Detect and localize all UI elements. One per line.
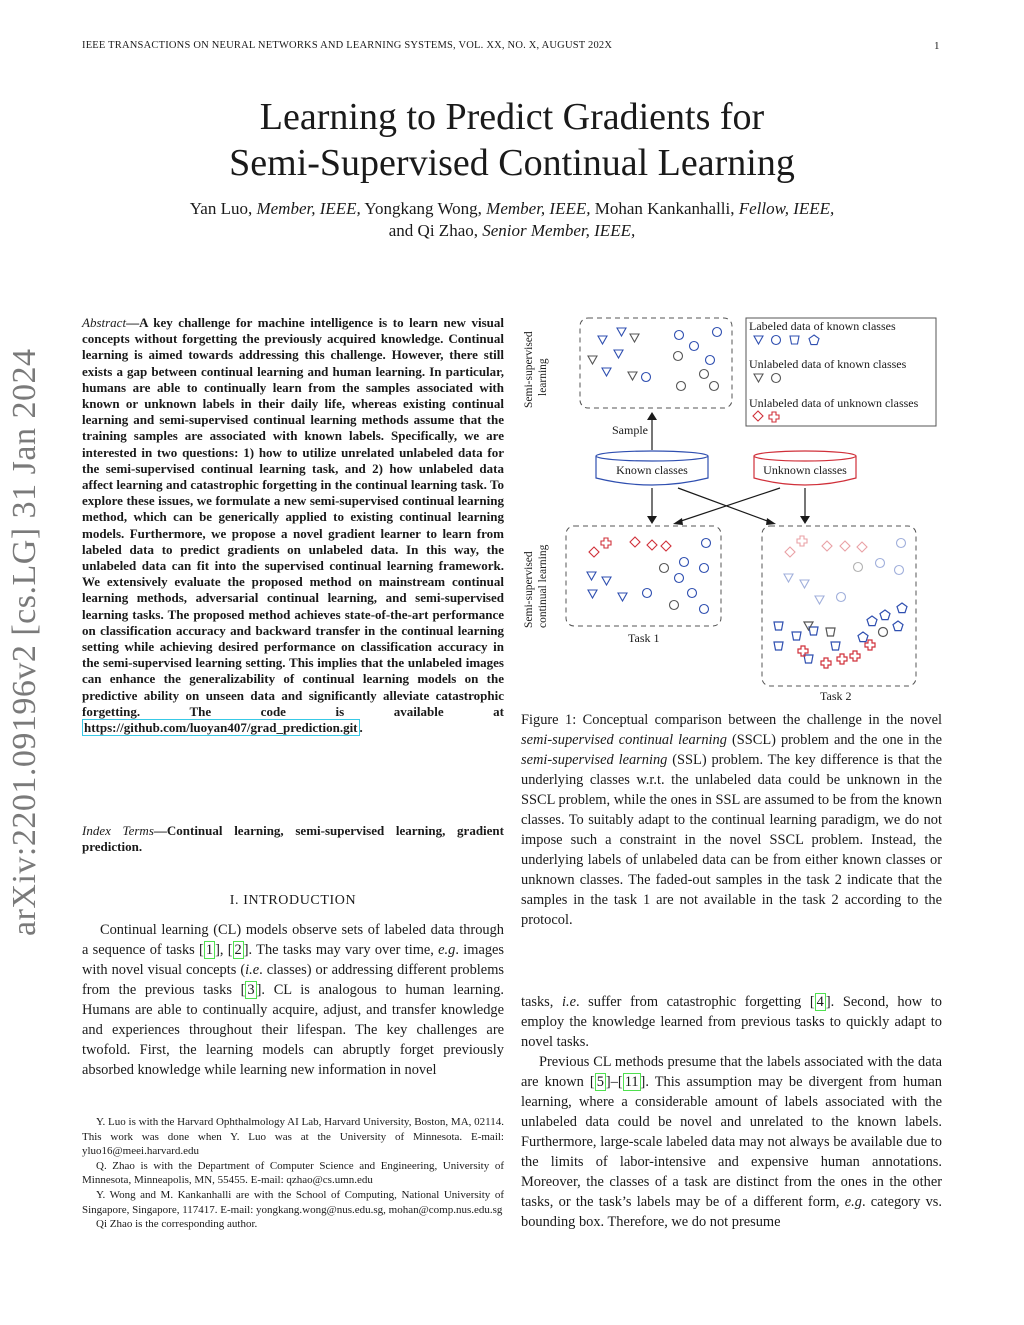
text-run: Figure 1: Conceptual comparison between the challenge in the novel: [521, 712, 942, 728]
text-run: i.e: [245, 962, 260, 978]
legend-unlabeled-markers: [754, 374, 781, 383]
circle-icon: [700, 370, 709, 379]
title-line-2: Semi-Supervised Continual Learning: [229, 142, 795, 184]
known-classes-cylinder: [596, 451, 708, 485]
circle-icon: [675, 574, 684, 583]
diamond-icon: [840, 541, 850, 551]
circle-icon: [879, 628, 888, 637]
abstract: [82, 315, 504, 736]
triangle-icon: [602, 577, 611, 585]
footnote: Y. Wong and M. Kankanhalli are with the School of Computing, National University of Singapore, Singapore, 117417. E-mail: yongkang.wong@nus.edu.sg, mohan@comp.nus.edu.sg: [82, 1188, 504, 1216]
text-run: . classes) or addressing different problems from the previous tasks [: [82, 962, 504, 998]
unknown-classes-label: Unknown classes: [763, 463, 847, 477]
text-run: semi-supervised continual learning: [521, 732, 727, 748]
task1-samples: [587, 537, 711, 614]
unknown-classes-cylinder: [754, 451, 856, 485]
task-arrows: [652, 488, 805, 522]
circle-icon: [772, 374, 781, 383]
circle-icon: [690, 342, 699, 351]
circle-icon: [710, 382, 719, 391]
trapezoid-icon: [826, 628, 835, 636]
circle-icon: [680, 558, 689, 567]
code-link[interactable]: https://github.com/luoyan407/grad_prediction.git: [84, 720, 358, 736]
triangle-icon: [784, 574, 793, 582]
triangle-icon: [815, 596, 824, 604]
abstract-end: .: [359, 720, 363, 736]
author-role: Senior Member, IEEE,: [482, 221, 636, 240]
circle-icon: [876, 559, 885, 568]
triangle-icon: [628, 372, 637, 380]
triangle-icon: [617, 328, 626, 336]
circle-icon: [706, 356, 715, 365]
circle-icon: [895, 566, 904, 575]
author-role: Fellow, IEEE,: [738, 199, 835, 218]
text-run: . suffer from catastrophic forgetting [: [575, 994, 815, 1010]
task2-faded-samples: [784, 536, 906, 604]
citation-link[interactable]: 5: [596, 1074, 604, 1090]
page-number: 1: [934, 40, 940, 52]
legend-unknown-markers: [753, 411, 779, 422]
diamond-icon: [753, 411, 763, 421]
index-terms-text: —Continual learning, semi-supervised learning, gradient prediction.: [82, 823, 504, 855]
author-name: and Qi Zhao,: [388, 221, 483, 240]
trapezoid-icon: [831, 642, 840, 650]
legend-unlabeled-unknown: Unlabeled data of unknown classes: [749, 396, 919, 410]
figure-caption: [521, 710, 942, 930]
legend-labeled-markers: [754, 335, 819, 345]
circle-icon: [713, 328, 722, 337]
trapezoid-icon: [792, 632, 801, 640]
text-run: i.e: [561, 994, 576, 1010]
text-run: e.g: [438, 942, 456, 958]
abstract-lead: Abstract: [82, 315, 127, 330]
diamond-icon: [857, 542, 867, 552]
text-run: ]. The tasks may vary over time,: [243, 942, 439, 958]
triangle-icon: [754, 336, 763, 344]
triangle-icon: [588, 590, 597, 598]
text-run: semi-supervised learning: [521, 752, 668, 768]
author-name: Yongkang Wong,: [360, 199, 487, 218]
circle-icon: [674, 352, 683, 361]
text-run: ]–[: [605, 1074, 623, 1090]
task2-label: Task 2: [820, 689, 852, 703]
author-role: Member, IEEE,: [256, 199, 361, 218]
index-terms-lead: Index Terms: [82, 823, 154, 838]
legend-labeled: Labeled data of known classes: [749, 319, 896, 333]
cross-icon: [797, 536, 807, 546]
arrowheads: [647, 516, 810, 525]
arrowhead-icon: [647, 412, 657, 420]
triangle-icon: [754, 374, 763, 382]
triangle-icon: [587, 572, 596, 580]
circle-icon: [700, 605, 709, 614]
citation-link[interactable]: 2: [234, 942, 242, 958]
text-run: . images with novel visual concepts (: [82, 942, 505, 978]
footnote: Y. Luo is with the Harvard Ophthalmology AI Lab, Harvard University, Boston, MA, 02114. This work was done when Y. Luo was at the University of Minnesota. E-mail: yluo16@meei.harvard.edu: [82, 1116, 504, 1158]
paper-title: [120, 94, 904, 186]
circle-icon: [688, 589, 697, 598]
index-terms: [82, 823, 504, 855]
task2-box: [762, 526, 916, 686]
triangle-icon: [602, 368, 611, 376]
trapezoid-icon: [774, 642, 783, 650]
task2-samples: [774, 603, 907, 668]
trapezoid-icon: [790, 336, 799, 344]
body-paragraph: [521, 1052, 942, 1232]
circle-icon: [677, 382, 686, 391]
ssl-label-line: Semi-supervised: [523, 331, 535, 408]
author-name: Yan Luo,: [189, 199, 257, 218]
circle-icon: [700, 564, 709, 573]
footnote: Q. Zhao is with the Department of Computer Science and Engineering, University of Minnesota, Minneapolis, MN, 55455. E-mail: qzhao@cs.umn.edu: [82, 1159, 504, 1187]
author-line-1: [120, 198, 904, 220]
text-run: . category vs. bounding box. Therefore, we do not presume: [521, 1194, 942, 1230]
section-heading: I. INTRODUCTION: [229, 893, 357, 908]
text-run: ]. This assumption may be divergent from human learning, where a considerable amount of labels associated with the unlabeled data could be novel and unrelated to the known labels. Furthermore, large-scale labeled data may not always be available due to the limits of labor-intensive and expensive human annotations. Moreover, the classes of a task are distinct from the ones in the other tasks, or the task’s labels may be of a different form,: [521, 1074, 942, 1210]
cross-icon: [850, 651, 860, 661]
text-run: (SSL) problem. The key difference is that the underlying classes w.r.t. the unlabeled data could be unknown in the SSCL problem, while the ones in SSL are assumed to be from the known classes. To suitably adapt to the continual learning paradigm, we do not impose such a constraint in the novel SSCL problem. Instead, the underlying labels of unlabeled data can be from either known classes or unknown classes. The faded-out samples in the task 2 indicate that the samples in the task 1 are not available in the task 2 according to the protocol.: [521, 752, 942, 928]
arxiv-stamp[interactable]: arXiv:2201.09196v2 [cs.LG] 31 Jan 2024: [6, 348, 43, 936]
sscl-label: [523, 544, 549, 628]
circle-icon: [702, 539, 711, 548]
triangle-icon: [598, 336, 607, 344]
cross-icon: [601, 538, 611, 548]
circle-icon: [642, 373, 651, 382]
trapezoid-icon: [809, 627, 818, 635]
circle-icon: [660, 564, 669, 573]
ssl-label-line: learning: [537, 358, 549, 396]
citation-link[interactable]: 1: [205, 942, 214, 958]
author-name: Mohan Kankanhalli,: [590, 199, 739, 218]
cross-icon: [821, 658, 831, 668]
cross-icon: [837, 654, 847, 664]
text-run: e.g: [844, 1194, 862, 1210]
circle-icon: [670, 601, 679, 610]
diamond-icon: [589, 547, 599, 557]
citation-link[interactable]: 3: [247, 982, 255, 998]
circle-icon: [854, 563, 863, 572]
triangle-icon: [800, 580, 809, 588]
triangle-icon: [618, 593, 627, 601]
known-classes-label: Known classes: [616, 463, 688, 477]
circle-icon: [643, 589, 652, 598]
text-run: (SSCL) problem and the one in the: [726, 732, 942, 748]
text-run: ]. CL is analogous to human learning. Humans are able to continually acquire, adjust, and transfer knowledge and experiences throughout their lifespan. The key challenges are twofold. First, the learning models can abruptly forget previously absorbed knowledge while learning new information in novel: [82, 982, 505, 1078]
pentagon-icon: [880, 610, 890, 620]
arrowhead-icon: [766, 518, 776, 525]
author-role: Member, IEEE,: [486, 199, 591, 218]
diamond-icon: [630, 537, 640, 547]
footnotes: [82, 1115, 504, 1232]
diamond-icon: [661, 541, 671, 551]
triangle-icon: [614, 350, 623, 358]
ssl-samples: [588, 328, 722, 391]
text-run: ], [: [215, 942, 233, 958]
triangle-icon: [588, 356, 597, 364]
figure-1: [518, 310, 942, 705]
text-run: ]. Second, how to employ the knowledge learned from previous tasks to quickly adapt to novel tasks.: [521, 994, 942, 1050]
legend-unlabeled-known: Unlabeled data of known classes: [749, 357, 907, 371]
arrowhead-icon: [673, 518, 683, 525]
circle-icon: [897, 539, 906, 548]
task1-label: Task 1: [628, 631, 660, 645]
intro-paragraph: [82, 920, 504, 1080]
ssl-label: [523, 328, 549, 408]
diamond-icon: [785, 547, 795, 557]
pentagon-icon: [893, 621, 903, 631]
arrowhead-icon: [800, 516, 810, 524]
body-paragraph: [521, 992, 942, 1052]
sscl-label-line: Semi-supervised: [523, 551, 535, 628]
sscl-label-line: continual learning: [537, 544, 549, 628]
text-run: tasks,: [521, 994, 562, 1010]
circle-icon: [837, 593, 846, 602]
text-run: Continual learning (CL) models observe sets of labeled data through a sequence of tasks [: [82, 922, 504, 958]
running-head: IEEE TRANSACTIONS ON NEURAL NETWORKS AND LEARNING SYSTEMS, VOL. XX, NO. X, AUGUST 202X: [82, 40, 613, 51]
abstract-text: —A key challenge for machine intelligence is to learn new visual concepts without forgetting the previously acquired knowledge. Continual learning is aimed towards addressing this challenge. However, there still exists a gap between continual learning and human learning. In particular, humans are able to continually learn from the samples associated with known or unknown labels in their daily life, whereas existing continual learning and semi-supervised continual learning methods assume that the training samples are associated with known labels. Specifically, we are interested in two questions: 1) how to utilize unrelated unlabeled data for the semi-supervised continual learning task, and 2) how unlabeled data affect learning and catastrophic forgetting in the continual learning task. To explore these issues, we formulate a new semi-supervised continual learning method, which can be generically applied to existing continual learning models. Furthermore, we propose a novel gradient learner to learn from labeled data to predict gradients on unlabeled data. In this way, the unlabeled data can fit into the supervised continual learning framework. We extensively evaluate the proposed method on mainstream continual learning methods, adversarial continual learning, and semi-supervised learning tasks. The proposed method achieves state-of-the-art performance on classification accuracy and backward transfer in the continual learning setting while achieving desired performance on classification accuracy in the semi-supervised learning setting. This implies that the unlabeled images can enhance the generalizability of continual learning models on the predictive ability on unseen data and significantly alleviate catastrophic forgetting. The code is available at: [82, 315, 504, 719]
pentagon-icon: [867, 616, 877, 626]
pentagon-icon: [809, 335, 819, 345]
diamond-icon: [822, 541, 832, 551]
triangle-icon: [630, 334, 639, 342]
circle-icon: [675, 331, 684, 340]
footnote: Qi Zhao is the corresponding author.: [96, 1218, 258, 1231]
text-run: Previous CL methods presume that the labels associated with the data are known [: [521, 1054, 942, 1090]
triangle-icon: [804, 622, 813, 630]
pentagon-icon: [897, 603, 907, 613]
cross-icon: [769, 412, 779, 422]
citation-link[interactable]: 4: [816, 994, 824, 1010]
pentagon-icon: [858, 632, 868, 642]
title-line-1: Learning to Predict Gradients for: [259, 96, 765, 138]
sample-label: Sample: [612, 423, 648, 437]
ssl-box: [580, 318, 732, 408]
arrowhead-icon: [647, 516, 657, 524]
citation-link[interactable]: 11: [624, 1074, 639, 1090]
diamond-icon: [647, 540, 657, 550]
trapezoid-icon: [774, 622, 783, 630]
circle-icon: [772, 336, 781, 345]
author-line-2: [120, 220, 904, 242]
author-list: [120, 198, 904, 242]
